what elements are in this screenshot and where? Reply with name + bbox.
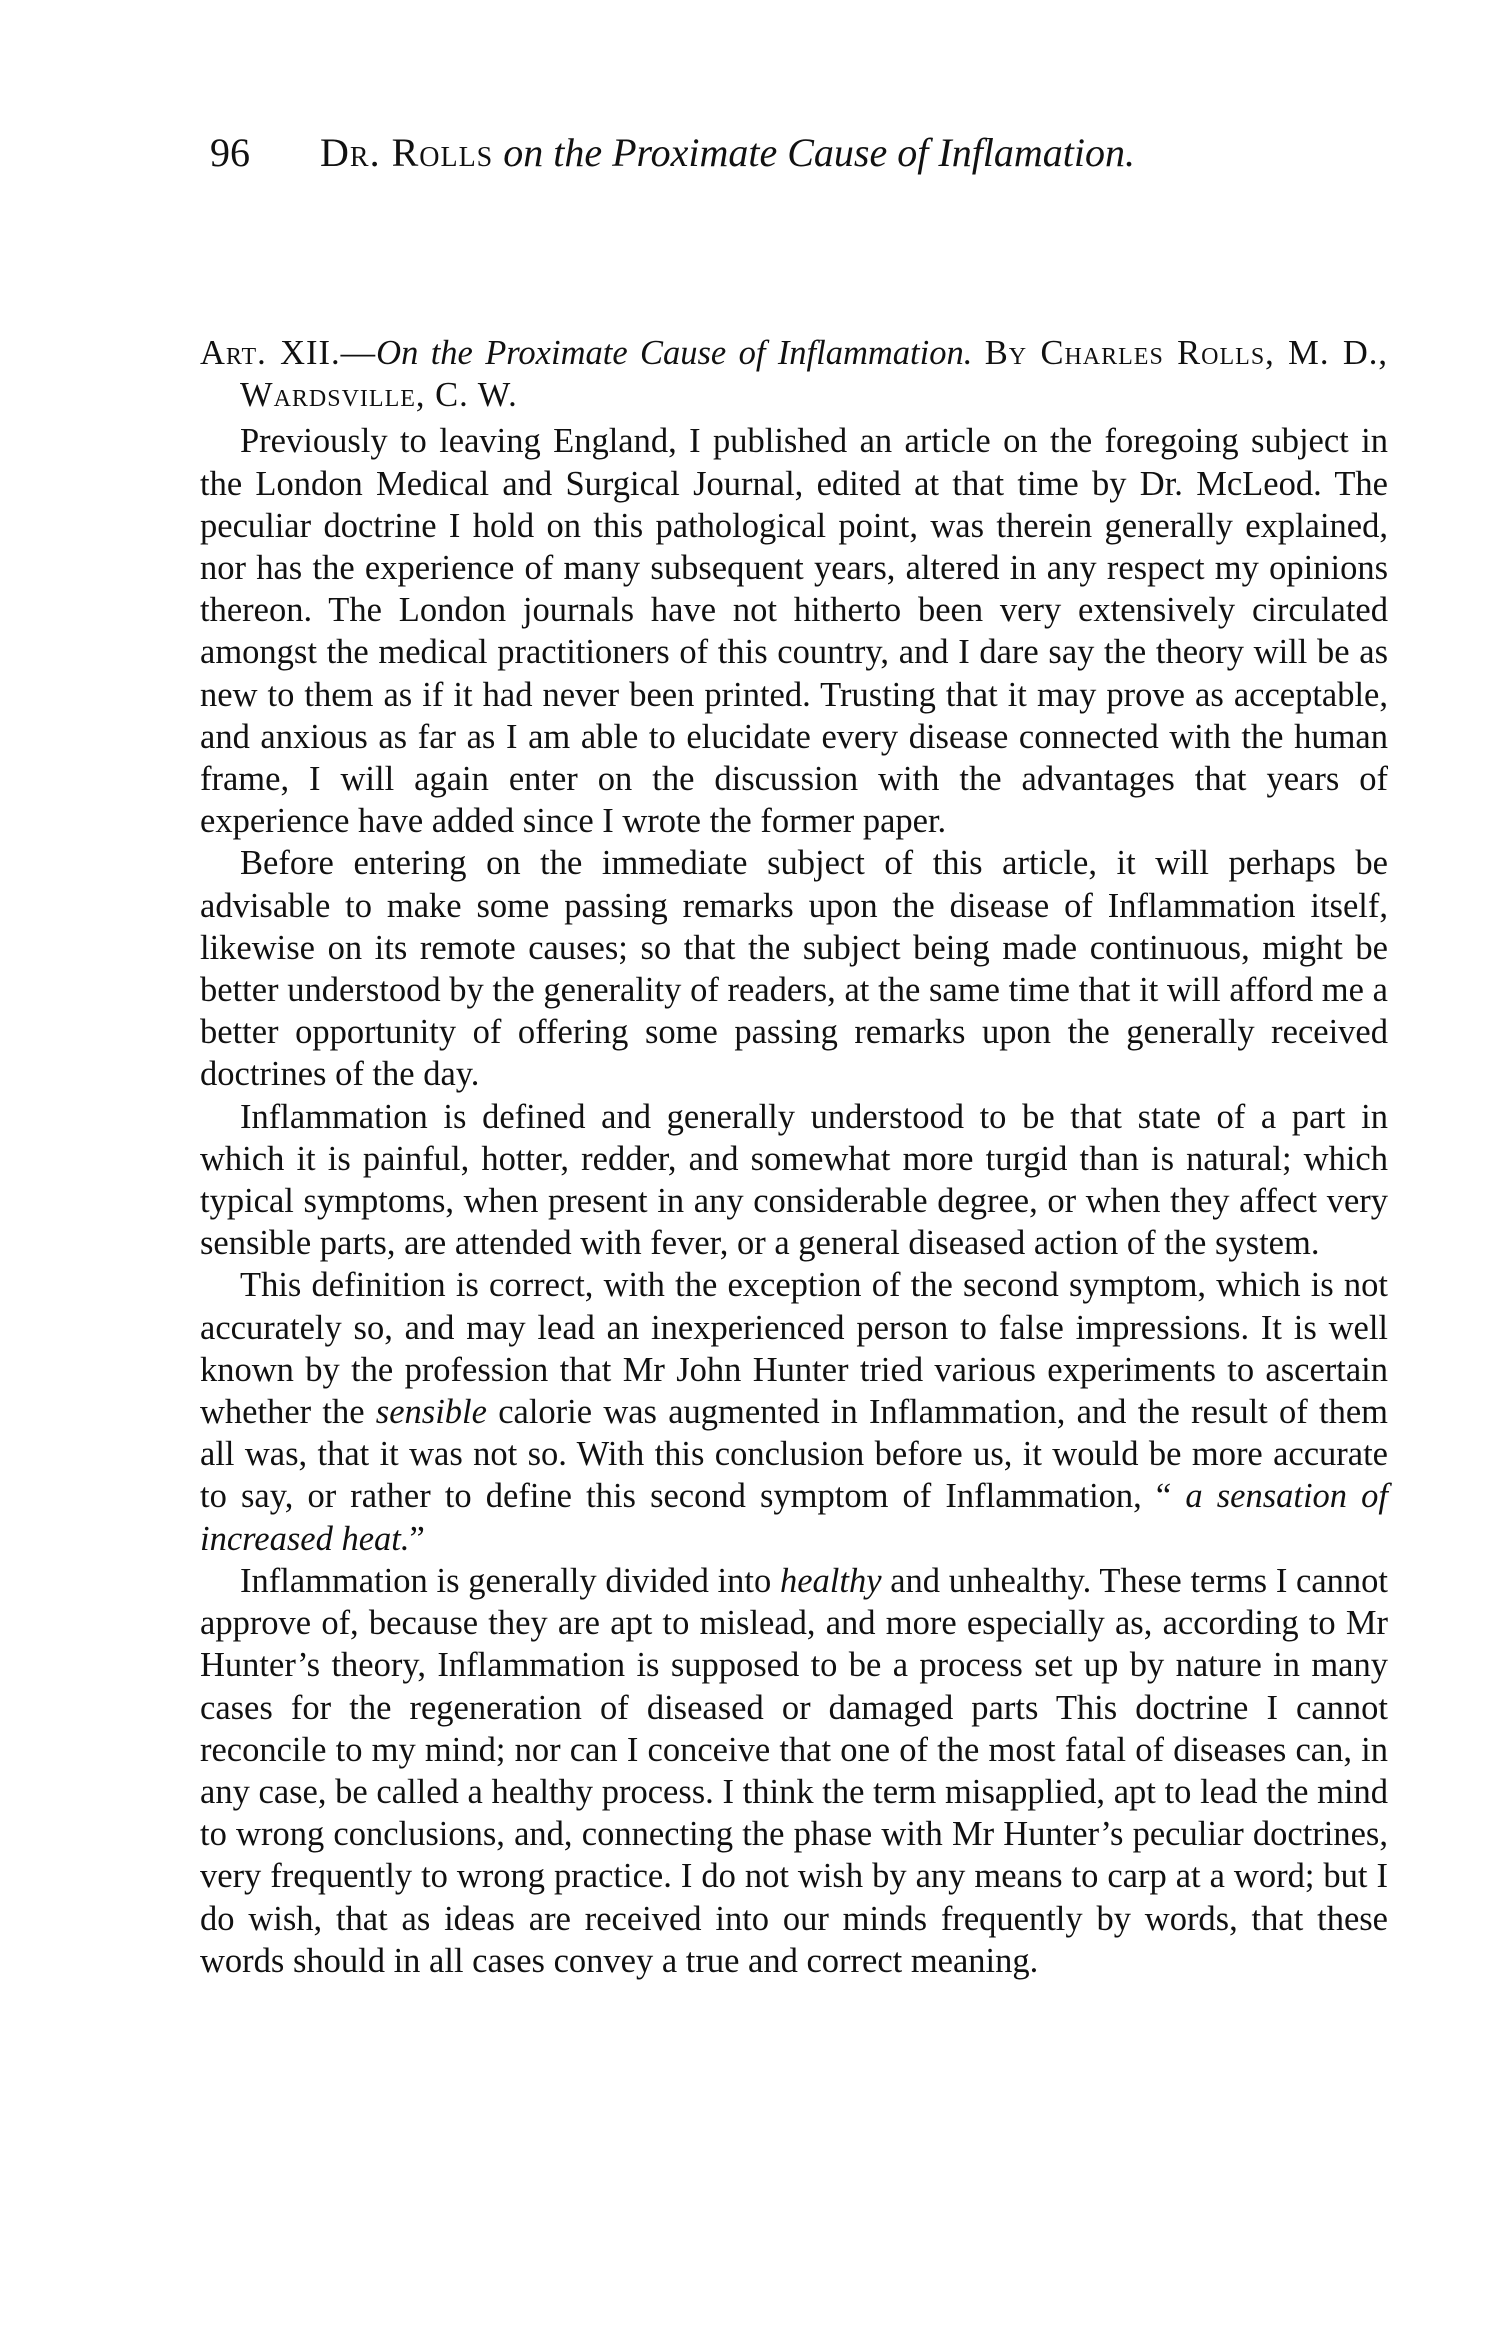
running-head xyxy=(210,128,1360,178)
running-head-title: on the Proximate Cause of Inflamation. xyxy=(503,130,1136,175)
paragraph-3: Inflammation is defined and generally understood to be that state of a part in which it is painful, hotter, redder, and somewhat more turgid than is natural; which typical symptoms, when present in any considerable degree, or when they affect very sensible parts, are attended with fever, or a general diseased action of the system. xyxy=(200,1097,1388,1263)
paragraph-2: Before entering on the immediate subject of this article, it will perhaps be advisable to make some passing remarks upon the disease of Inflammation itself, likewise on its remote causes; so that the subject being made continuous, might be better understood by the generality of readers, at the same time that it will afford me a better opportunity of offering some passing remarks upon the generally received doctrines of the day. xyxy=(200,844,1388,1094)
paragraph-4-emphasis-definition: a sensation of increased heat. xyxy=(200,1477,1388,1558)
paragraph-4-text-b: calorie was augmented in Inflammation, and the result of them all was, that it was not so. With this conclusion before us, it would be more accurate to say, or rather to define this second symptom of Inflammation, “ xyxy=(200,1393,1388,1516)
article-heading xyxy=(200,332,1388,416)
paragraph-5-text-a: Inflammation is generally divided into xyxy=(240,1561,780,1600)
paragraph-1: Previously to leaving England, I published an article on the foregoing subject in the London Medical and Surgical Journal, edited at that time by Dr. McLeod. The peculiar doctrine I hold on this pathological point, was therein generally explained, nor has the experience of many subsequent years, altered in any respect my opinions thereon. The London journals have not hitherto been very extensively circulated amongst the medical practitioners of this country, and I dare say the theory will be as new to them as if it had never been printed. Trusting that it may prove as acceptable, and anxious as far as I am able to elucidate every disease connected with the human frame, I will again enter on the discussion with the advantages that years of experience have added since I wrote the former paper. xyxy=(200,422,1388,841)
paragraph-4-emphasis-sensible: sensible xyxy=(375,1393,487,1432)
article-body xyxy=(200,332,1388,1982)
running-head-author: Dr. Rolls xyxy=(320,130,494,175)
paragraph-4 xyxy=(200,1264,1388,1559)
paragraph-5 xyxy=(200,1560,1388,1982)
paragraph-5-emphasis-healthy: healthy xyxy=(779,1561,882,1600)
paragraph-5-text-b: and unhealthy. These terms I cannot approve of, because they are apt to mislead, and more especially as, according to Mr Hunter’s theory, Inflammation is supposed to be a process set up by nature in many cases for the regeneration of diseased or damaged parts This doctrine I cannot reconcile to my mind; nor can I conceive that one of the most fatal of diseases can, in any case, be called a healthy process. I think the term misapplied, apt to lead the mind to wrong conclusions, and, connecting the phase with Mr Hunter’s peculiar doctrines, very frequently to wrong practice. I do not wish by any means to carp at a word; but I do wish, that as ideas are received into our minds frequently by words, that these words should in all cases convey a true and correct meaning. xyxy=(200,1561,1389,1980)
article-number: Art. XII.— xyxy=(200,334,377,372)
page-number: 96 xyxy=(210,130,250,175)
paragraph-4-text-a: This definition is correct, with the exception of the second symptom, which is not accurately so, and may lead an inexperienced person to false impressions. It is well known by the profession that Mr John Hunter tried various experiments to ascertain whether the xyxy=(200,1266,1388,1432)
paragraph-4-text-c: ” xyxy=(409,1519,425,1558)
article-title: On the Proximate Cause of Inflammation. xyxy=(376,334,973,372)
article-byline: By Charles Rolls, M. D., Wardsville, C. W. xyxy=(240,334,1388,415)
